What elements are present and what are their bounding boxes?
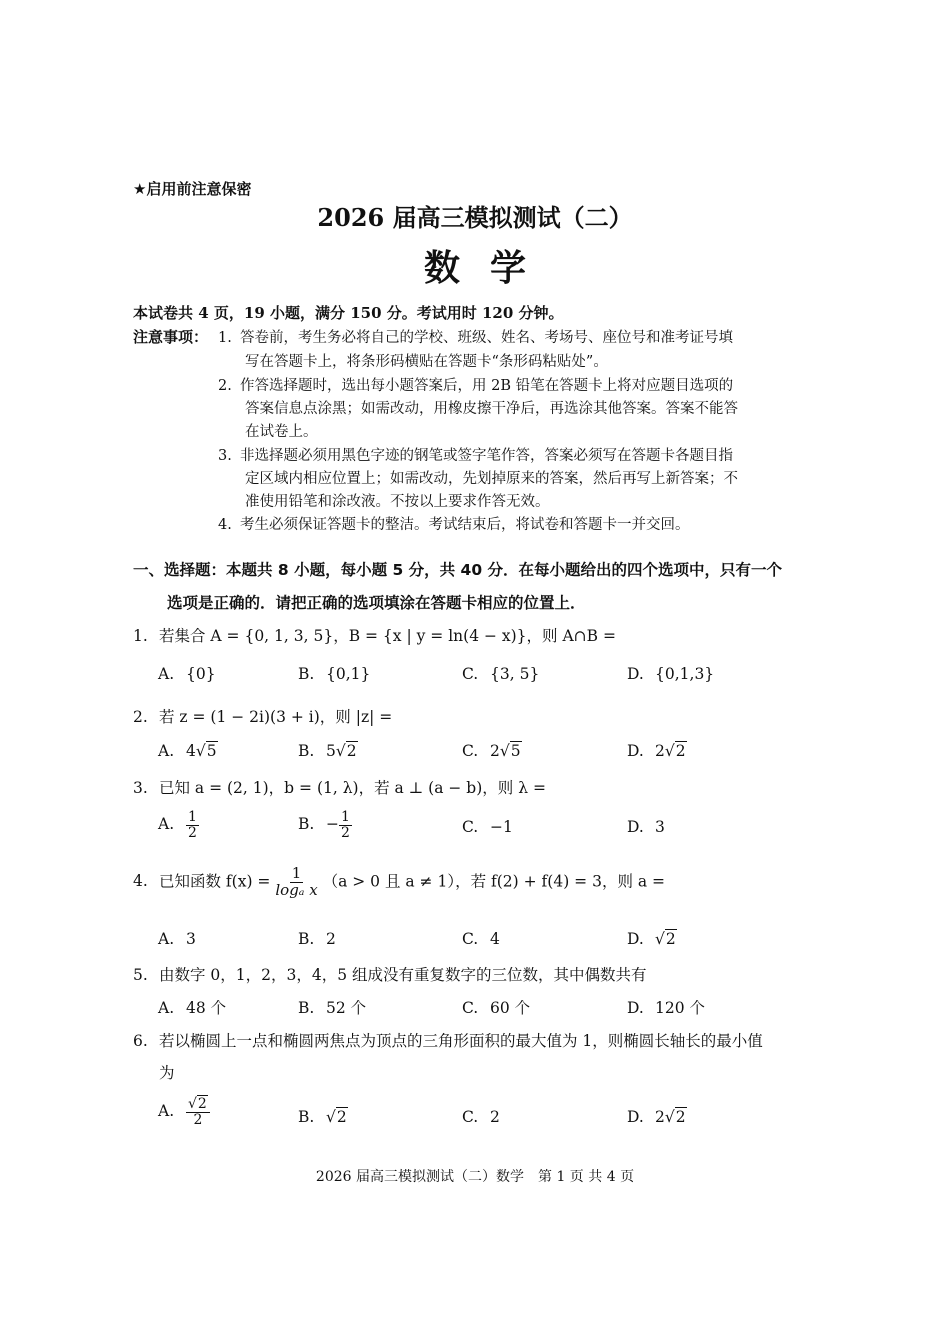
notice-number: 2. [218,378,232,394]
option-a [158,810,199,840]
fraction-numerator: 1 [341,809,350,825]
question-5 [133,963,647,985]
notice-line: 准使用铅笔和涂改液。不按以上要求作答无效。 [245,494,550,510]
option-b [298,930,336,948]
fraction-numerator: √2 [186,1097,210,1113]
fraction [275,866,317,899]
option-c [462,930,500,948]
option-letter: B. [298,1108,315,1126]
option-text: 2 [326,930,336,948]
option-a [158,996,226,1018]
option-letter: A. [158,999,175,1017]
fraction-numerator: 1 [291,864,302,882]
question-1 [133,624,616,646]
option-c [462,1108,500,1126]
option-letter: D. [627,665,644,683]
option-b: B. 5√2 [298,742,357,760]
option-letter: B. [298,930,315,948]
option-b [298,810,352,840]
radicand: 2 [336,1108,347,1126]
option-a [158,930,196,948]
question-number: 6. [133,1032,148,1050]
question-number: 1. [133,627,148,645]
fraction-denominator: 2 [193,1111,203,1128]
option-letter: D. [627,742,644,760]
option-a: A. 4√5 [158,742,217,760]
option-c [462,818,513,836]
option-letter: C. [462,999,479,1017]
option-coef: 2 [655,742,665,760]
option-text: 2 [490,1108,500,1126]
option-text: {0,1} [326,665,371,683]
notice-line: 考生必须保证答题卡的整洁。考试结束后，将试卷和答题卡一并交回。 [240,517,690,533]
option-b [298,996,366,1018]
fraction-denominator: logₐ x [275,880,318,899]
option-letter: D. [627,999,644,1017]
question-4 [133,866,665,899]
option-text: {0} [186,665,216,683]
option-letter: D. [627,1108,644,1126]
notice-number: 4. [218,517,232,533]
question-number: 4. [133,872,148,891]
option-coef: 2 [490,742,500,760]
option-letter: A. [158,930,175,948]
option-letter: B. [298,665,315,683]
option-a [158,665,216,683]
option-coef: 5 [326,742,336,760]
question-text: 若 z = (1 − 2i)(3 + i)，则 |z| = [159,708,393,726]
option-d [627,818,665,836]
notice-line: 定区域内相应位置上；如需改动，先划掉原来的答案，然后再写上新答案；不 [245,471,738,487]
question-6 [133,1029,763,1051]
option-text: 48 个 [186,999,227,1017]
question-text: 已知 a = (2, 1)，b = (1, λ)，若 a ⊥ (a − b)，则 λ = [159,779,546,797]
option-letter: C. [462,665,479,683]
page-footer: 2026 届高三模拟测试（二）数学 第 1 页 共 4 页 [315,1169,635,1185]
notice-item-3 [218,444,733,465]
exam-info: 本试卷共 4 页，19 小题，满分 150 分。考试用时 120 分钟。 [133,304,564,322]
notice-number: 3. [218,448,232,464]
question-text-cont: 为 [159,1064,175,1082]
notice-line: 作答选择题时，选出每小题答案后，用 2B 铅笔在答题卡上将对应题目选项的 [240,378,734,394]
fraction [186,810,199,840]
notice-line: 答案信息点涂黑；如需改动，用橡皮擦干净后，再选涂其他答案。答案不能答 [245,401,738,417]
option-text: 3 [186,930,196,948]
option-letter: D. [627,930,644,948]
notice-item-4 [218,513,690,534]
option-text: {0,1,3} [655,665,715,683]
option-sign: − [326,815,339,834]
radicand: 2 [675,742,686,760]
exam-title: 2026 届高三模拟测试（二） [317,203,633,232]
option-letter: C. [462,742,479,760]
option-letter: D. [627,818,644,836]
question-number: 3. [133,779,148,797]
option-text: −1 [490,818,513,836]
option-text: 3 [655,818,665,836]
question-text: 若以椭圆上一点和椭圆两焦点为顶点的三角形面积的最大值为 1，则椭圆长轴长的最小值 [159,1032,763,1050]
option-d [627,996,705,1018]
question-text-cont: （a > 0 且 a ≠ 1），若 f(2) + f(4) = 3，则 a = [322,872,666,891]
fraction-numerator: 1 [188,809,197,825]
option-letter: B. [298,815,315,834]
radicand: 5 [510,742,521,760]
option-letter: C. [462,1108,479,1126]
radicand: 5 [206,742,217,760]
radicand: 2 [197,1096,207,1112]
option-text: {3, 5} [490,665,540,683]
notice-line: 非选择题必须用黑色字迹的钢笔或签字笔作答，答案必须写在答题卡各题目指 [240,448,733,464]
option-letter: C. [462,818,479,836]
option-c [462,665,539,683]
fraction [339,810,352,840]
option-c [462,996,530,1018]
radicand: 2 [665,930,676,948]
notice-item-1 [218,326,733,347]
notice-item-2 [218,374,733,395]
option-text: 52 个 [326,999,367,1017]
option-letter: A. [158,742,175,760]
option-letter: B. [298,999,315,1017]
question-text: 由数字 0，1，2，3，4，5 组成没有重复数字的三位数，其中偶数共有 [159,966,647,984]
option-text: 60 个 [490,999,531,1017]
option-d [627,665,714,683]
question-number: 2. [133,708,148,726]
section-heading: 一、选择题：本题共 8 小题，每小题 5 分，共 40 分．在每小题给出的四个选项中，只有一个 [133,561,783,579]
fraction-denominator: 2 [188,824,197,841]
question-text: 已知函数 f(x) = [159,872,271,891]
option-d: D. 2√2 [627,1108,686,1126]
option-letter: A. [158,665,175,683]
option-letter: A. [158,815,175,834]
option-b: B. √2 [298,1108,347,1126]
question-2 [133,705,392,727]
option-d: D. √2 [627,930,676,948]
confidential-mark: ★启用前注意保密 [133,180,252,198]
question-number: 5. [133,966,148,984]
notice-line: 写在答题卡上，将条形码横贴在答题卡“条形码粘贴处”。 [245,354,608,370]
option-letter: A. [158,1102,175,1121]
option-letter: B. [298,742,315,760]
notice-number: 1. [218,330,232,346]
option-a [158,1097,210,1127]
fraction-denominator: 2 [341,824,350,841]
radicand: 2 [346,742,357,760]
notice-label: 注意事项： [133,328,209,346]
radicand: 2 [675,1108,686,1126]
option-coef: 2 [655,1108,665,1126]
option-d: D. 2√2 [627,742,686,760]
option-text: 120 个 [655,999,706,1017]
option-coef: 4 [186,742,196,760]
fraction [186,1097,210,1127]
question-3 [133,776,546,798]
notice-line: 答卷前，考生务必将自己的学校、班级、姓名、考场号、座位号和准考证号填 [240,330,733,346]
section-heading-line2: 选项是正确的．请把正确的选项填涂在答题卡相应的位置上． [167,594,586,612]
notice-line: 在试卷上。 [245,424,318,440]
option-b [298,665,370,683]
question-text: 若集合 A = {0, 1, 3, 5}，B = {x | y = ln(4 − x)}，则 A∩B = [159,627,616,645]
option-text: 4 [490,930,500,948]
option-c: C. 2√5 [462,742,521,760]
subject-title: 数学 [423,247,556,289]
option-letter: C. [462,930,479,948]
